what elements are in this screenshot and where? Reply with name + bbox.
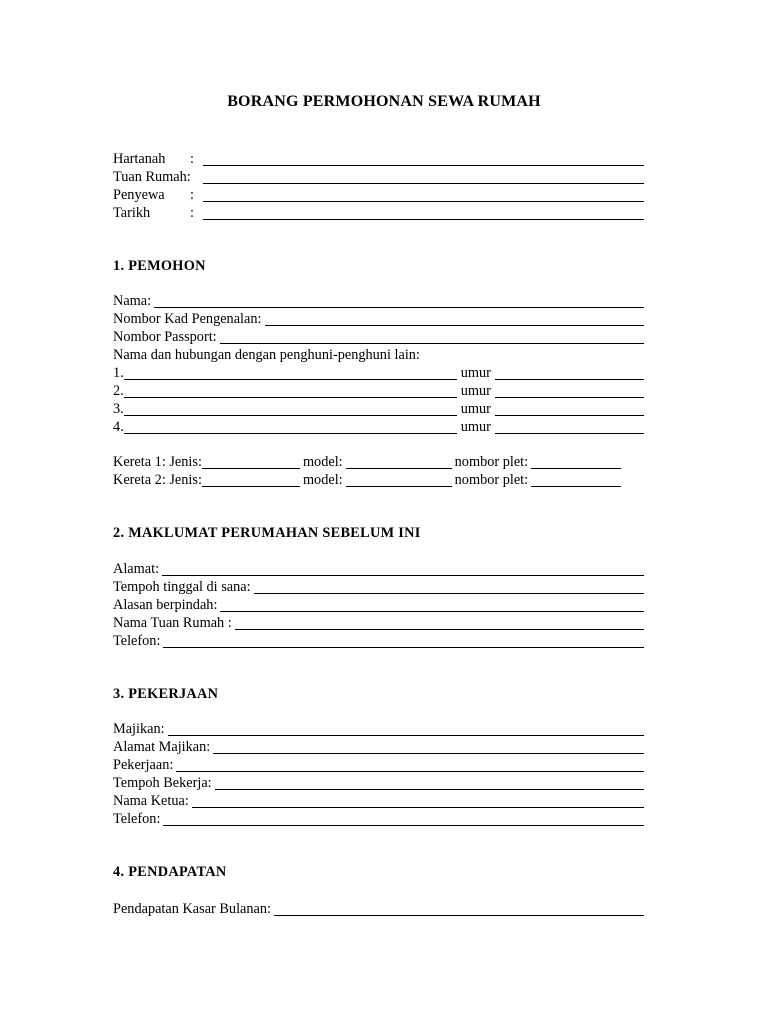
occupant-number: 3. xyxy=(113,401,124,417)
field-blank[interactable] xyxy=(203,187,644,202)
umur-label: umur xyxy=(460,419,491,435)
cars-block xyxy=(113,453,644,489)
field-blank[interactable] xyxy=(154,293,644,308)
field-label: Telefon: xyxy=(113,811,161,827)
occupant-number: 2. xyxy=(113,383,124,399)
umur-blank[interactable] xyxy=(495,365,644,380)
car-model-blank[interactable] xyxy=(346,472,452,487)
field-label: Nama: xyxy=(113,293,152,309)
umur-blank[interactable] xyxy=(495,401,644,416)
field-label: Tempoh Bekerja: xyxy=(113,775,212,791)
car-jenis-blank[interactable] xyxy=(202,454,300,469)
occupant-row xyxy=(113,400,644,418)
field-blank[interactable] xyxy=(254,579,644,594)
occupant-number: 4. xyxy=(113,419,124,435)
field-kad-pengenalan xyxy=(113,310,644,328)
field-blank[interactable] xyxy=(163,633,644,648)
field-blank[interactable] xyxy=(274,901,644,916)
field-penyewa xyxy=(113,186,644,204)
field-label: Nama Tuan Rumah : xyxy=(113,615,232,631)
field-telefon-majikan xyxy=(113,810,644,828)
field-blank[interactable] xyxy=(176,757,644,772)
car-model-blank[interactable] xyxy=(346,454,452,469)
field-colon: : xyxy=(190,205,194,221)
field-alamat-majikan xyxy=(113,738,644,756)
car-row xyxy=(113,453,644,471)
field-label: Nombor Kad Pengenalan: xyxy=(113,311,262,327)
field-blank[interactable] xyxy=(203,169,644,184)
hubungan-label: Nama dan hubungan dengan penghuni-penghuni lain: xyxy=(113,347,420,363)
field-label: Telefon: xyxy=(113,633,161,649)
field-label: Alamat Majikan: xyxy=(113,739,211,755)
field-label: Tuan Rumah: xyxy=(113,169,191,185)
field-blank[interactable] xyxy=(220,329,644,344)
car-jenis-label: Kereta 1: Jenis: xyxy=(113,454,202,470)
field-tempoh-bekerja xyxy=(113,774,644,792)
field-blank[interactable] xyxy=(265,311,645,326)
field-label: Alamat: xyxy=(113,561,160,577)
section-perumahan xyxy=(113,560,644,650)
umur-label: umur xyxy=(460,383,491,399)
field-blank[interactable] xyxy=(162,561,644,576)
field-blank[interactable] xyxy=(213,739,644,754)
field-label: Pekerjaan: xyxy=(113,757,174,773)
field-tarikh xyxy=(113,204,644,222)
section-pendapatan xyxy=(113,900,644,918)
field-tuan-rumah xyxy=(113,168,644,186)
section-pekerjaan xyxy=(113,720,644,828)
car-model-label: model: xyxy=(302,472,343,488)
field-blank[interactable] xyxy=(192,793,644,808)
car-plet-label: nombor plet: xyxy=(454,454,529,470)
car-plet-blank[interactable] xyxy=(531,472,621,487)
umur-label: umur xyxy=(460,401,491,417)
section-heading-pendapatan: 4. PENDAPATAN xyxy=(113,864,227,880)
field-tempoh-tinggal xyxy=(113,578,644,596)
field-alamat xyxy=(113,560,644,578)
field-label: Penyewa xyxy=(113,187,165,203)
field-alasan-berpindah xyxy=(113,596,644,614)
occupant-row xyxy=(113,382,644,400)
umur-label: umur xyxy=(460,365,491,381)
field-colon: : xyxy=(190,187,194,203)
occupant-name-blank[interactable] xyxy=(124,383,457,398)
car-plet-blank[interactable] xyxy=(531,454,621,469)
field-pendapatan-kasar xyxy=(113,900,644,918)
hubungan-label-row xyxy=(113,346,644,364)
field-label: Pendapatan Kasar Bulanan: xyxy=(113,901,272,917)
field-telefon xyxy=(113,632,644,650)
car-row xyxy=(113,471,644,489)
field-label: Hartanah xyxy=(113,151,166,167)
umur-blank[interactable] xyxy=(495,419,644,434)
header-fields xyxy=(113,150,644,222)
occupant-name-blank[interactable] xyxy=(124,365,457,380)
field-majikan xyxy=(113,720,644,738)
field-blank[interactable] xyxy=(203,151,644,166)
section-heading-perumahan: 2. MAKLUMAT PERUMAHAN SEBELUM INI xyxy=(113,525,421,541)
section-heading-pekerjaan: 3. PEKERJAAN xyxy=(113,686,219,702)
field-blank[interactable] xyxy=(220,597,644,612)
page-title: BORANG PERMOHONAN SEWA RUMAH xyxy=(227,93,541,110)
field-nama-ketua xyxy=(113,792,644,810)
car-jenis-label: Kereta 2: Jenis: xyxy=(113,472,202,488)
occupant-row xyxy=(113,364,644,382)
field-blank[interactable] xyxy=(235,615,644,630)
occupant-name-blank[interactable] xyxy=(124,401,457,416)
car-plet-label: nombor plet: xyxy=(454,472,529,488)
occupant-name-blank[interactable] xyxy=(124,419,457,434)
umur-blank[interactable] xyxy=(495,383,644,398)
occupant-number: 1. xyxy=(113,365,124,381)
field-label: Tarikh xyxy=(113,205,151,221)
field-nama-tuan-rumah xyxy=(113,614,644,632)
field-blank[interactable] xyxy=(215,775,644,790)
section-heading-pemohon: 1. PEMOHON xyxy=(113,258,206,274)
field-hartanah xyxy=(113,150,644,168)
field-label: Alasan berpindah: xyxy=(113,597,218,613)
field-label: Nama Ketua: xyxy=(113,793,189,809)
field-colon: : xyxy=(190,151,194,167)
field-label: Nombor Passport: xyxy=(113,329,217,345)
section-pemohon xyxy=(113,292,644,436)
car-model-label: model: xyxy=(302,454,343,470)
field-label: Majikan: xyxy=(113,721,165,737)
field-blank[interactable] xyxy=(203,205,644,220)
field-blank[interactable] xyxy=(168,721,644,736)
field-blank[interactable] xyxy=(163,811,644,826)
field-passport xyxy=(113,328,644,346)
occupant-row xyxy=(113,418,644,436)
field-nama xyxy=(113,292,644,310)
car-jenis-blank[interactable] xyxy=(202,472,300,487)
field-label: Tempoh tinggal di sana: xyxy=(113,579,251,595)
field-pekerjaan xyxy=(113,756,644,774)
